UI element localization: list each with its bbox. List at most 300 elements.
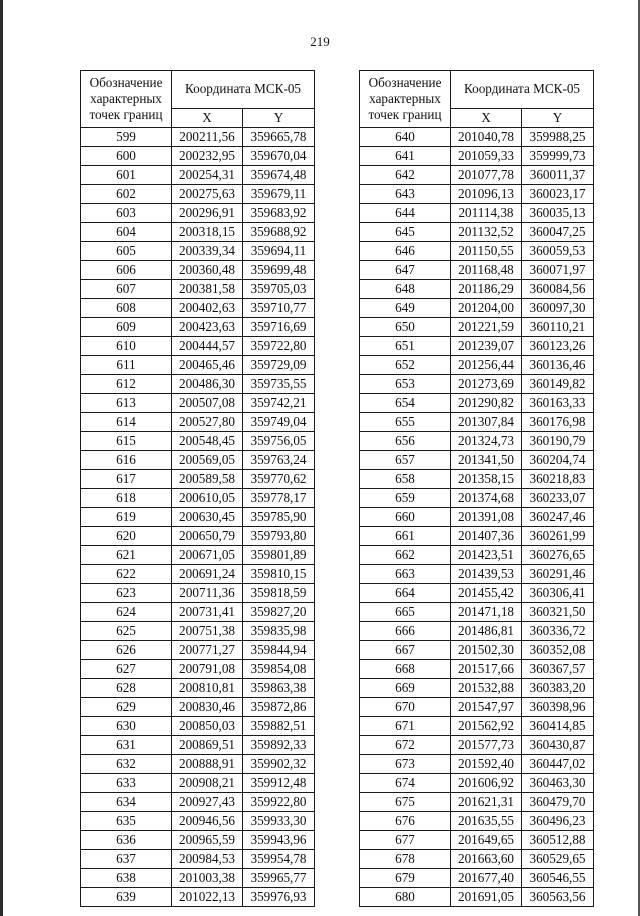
y-coordinate-cell: 359999,73 [522, 147, 594, 166]
table-row [360, 299, 594, 318]
y-coordinate-cell: 360071,97 [522, 261, 594, 280]
point-number-cell: 641 [360, 147, 451, 166]
point-number-cell: 664 [360, 584, 451, 603]
header-coordinate-label: Координата МСК-05 [172, 71, 315, 109]
table-row [81, 622, 315, 641]
x-coordinate-cell: 201621,31 [451, 793, 522, 812]
y-coordinate-cell: 360059,53 [522, 242, 594, 261]
y-coordinate-cell: 360097,30 [522, 299, 594, 318]
point-number-cell: 613 [81, 394, 172, 413]
point-number-cell: 622 [81, 565, 172, 584]
point-number-cell: 607 [81, 280, 172, 299]
y-coordinate-cell: 359801,89 [243, 546, 315, 565]
table-row [81, 261, 315, 280]
table-body-left [81, 128, 315, 907]
table-row [360, 603, 594, 622]
table-row [360, 736, 594, 755]
table-row [360, 356, 594, 375]
y-coordinate-cell: 360496,23 [522, 812, 594, 831]
x-coordinate-cell: 201391,08 [451, 508, 522, 527]
y-coordinate-cell: 360479,70 [522, 793, 594, 812]
x-coordinate-cell: 201439,53 [451, 565, 522, 584]
x-coordinate-cell: 200318,15 [172, 223, 243, 242]
point-number-cell: 679 [360, 869, 451, 888]
y-coordinate-cell: 360190,79 [522, 432, 594, 451]
y-coordinate-cell: 359954,78 [243, 850, 315, 869]
y-coordinate-cell: 360529,65 [522, 850, 594, 869]
point-number-cell: 653 [360, 375, 451, 394]
table-row [81, 698, 315, 717]
point-number-cell: 665 [360, 603, 451, 622]
x-coordinate-cell: 200771,27 [172, 641, 243, 660]
y-coordinate-cell: 360123,26 [522, 337, 594, 356]
y-coordinate-cell: 360383,20 [522, 679, 594, 698]
table-row [360, 774, 594, 793]
table-row [81, 204, 315, 223]
table-row [81, 147, 315, 166]
table-row [360, 793, 594, 812]
x-coordinate-cell: 200731,41 [172, 603, 243, 622]
y-coordinate-cell: 360512,88 [522, 831, 594, 850]
y-coordinate-cell: 360463,30 [522, 774, 594, 793]
point-number-cell: 638 [81, 869, 172, 888]
y-coordinate-cell: 359976,93 [243, 888, 315, 907]
page-number: 219 [310, 34, 330, 49]
table-row [81, 584, 315, 603]
table-row [81, 641, 315, 660]
table-row [81, 128, 315, 147]
point-number-cell: 618 [81, 489, 172, 508]
x-coordinate-cell: 201273,69 [451, 375, 522, 394]
table-row [360, 812, 594, 831]
point-number-cell: 617 [81, 470, 172, 489]
point-number-cell: 630 [81, 717, 172, 736]
x-coordinate-cell: 200444,57 [172, 337, 243, 356]
point-number-cell: 599 [81, 128, 172, 147]
x-coordinate-cell: 201455,42 [451, 584, 522, 603]
header-point-label: Обозначение характерных точек границ [81, 71, 172, 128]
point-number-cell: 671 [360, 717, 451, 736]
table-row [360, 185, 594, 204]
point-number-cell: 627 [81, 660, 172, 679]
point-number-cell: 639 [81, 888, 172, 907]
point-number-cell: 669 [360, 679, 451, 698]
table-row [81, 755, 315, 774]
x-coordinate-cell: 200569,05 [172, 451, 243, 470]
x-coordinate-cell: 201022,13 [172, 888, 243, 907]
table-row [81, 242, 315, 261]
y-coordinate-cell: 360136,46 [522, 356, 594, 375]
point-number-cell: 646 [360, 242, 451, 261]
point-number-cell: 654 [360, 394, 451, 413]
y-coordinate-cell: 359729,09 [243, 356, 315, 375]
point-number-cell: 605 [81, 242, 172, 261]
table-row [81, 185, 315, 204]
table-row [360, 470, 594, 489]
y-coordinate-cell: 360023,17 [522, 185, 594, 204]
x-coordinate-cell: 201341,50 [451, 451, 522, 470]
table-row [81, 508, 315, 527]
table-row [360, 261, 594, 280]
table-row [360, 204, 594, 223]
y-coordinate-cell: 360430,87 [522, 736, 594, 755]
y-coordinate-cell: 359872,86 [243, 698, 315, 717]
x-coordinate-cell: 200527,80 [172, 413, 243, 432]
x-coordinate-cell: 200984,53 [172, 850, 243, 869]
y-coordinate-cell: 359683,92 [243, 204, 315, 223]
table-row [360, 147, 594, 166]
table-row [360, 717, 594, 736]
y-coordinate-cell: 360414,85 [522, 717, 594, 736]
point-number-cell: 645 [360, 223, 451, 242]
y-coordinate-cell: 359722,80 [243, 337, 315, 356]
y-coordinate-cell: 360233,07 [522, 489, 594, 508]
point-number-cell: 660 [360, 508, 451, 527]
x-coordinate-cell: 201040,78 [451, 128, 522, 147]
scan-edge-left [0, 0, 3, 916]
point-number-cell: 604 [81, 223, 172, 242]
x-coordinate-cell: 200691,24 [172, 565, 243, 584]
point-number-cell: 621 [81, 546, 172, 565]
table-row [81, 774, 315, 793]
x-coordinate-cell: 200610,05 [172, 489, 243, 508]
point-number-cell: 615 [81, 432, 172, 451]
table-row [360, 508, 594, 527]
point-number-cell: 623 [81, 584, 172, 603]
point-number-cell: 662 [360, 546, 451, 565]
y-coordinate-cell: 360247,46 [522, 508, 594, 527]
x-coordinate-cell: 201502,30 [451, 641, 522, 660]
table-row [360, 565, 594, 584]
point-number-cell: 637 [81, 850, 172, 869]
point-number-cell: 620 [81, 527, 172, 546]
y-coordinate-cell: 359670,04 [243, 147, 315, 166]
y-coordinate-cell: 359818,59 [243, 584, 315, 603]
y-coordinate-cell: 359763,24 [243, 451, 315, 470]
x-coordinate-cell: 200830,46 [172, 698, 243, 717]
table-row [81, 489, 315, 508]
y-coordinate-cell: 360367,57 [522, 660, 594, 679]
table-row [360, 679, 594, 698]
point-number-cell: 656 [360, 432, 451, 451]
table-row [81, 850, 315, 869]
point-number-cell: 631 [81, 736, 172, 755]
x-coordinate-cell: 200423,63 [172, 318, 243, 337]
x-coordinate-cell: 201547,97 [451, 698, 522, 717]
point-number-cell: 655 [360, 413, 451, 432]
point-number-cell: 651 [360, 337, 451, 356]
table-row [81, 869, 315, 888]
table-row [360, 128, 594, 147]
table-row [81, 280, 315, 299]
y-coordinate-cell: 359854,08 [243, 660, 315, 679]
y-coordinate-cell: 359902,32 [243, 755, 315, 774]
y-coordinate-cell: 359665,78 [243, 128, 315, 147]
table-row [81, 432, 315, 451]
x-coordinate-cell: 200465,46 [172, 356, 243, 375]
point-number-cell: 611 [81, 356, 172, 375]
table-row [360, 394, 594, 413]
x-coordinate-cell: 201077,78 [451, 166, 522, 185]
y-coordinate-cell: 359785,90 [243, 508, 315, 527]
x-coordinate-cell: 200850,03 [172, 717, 243, 736]
point-number-cell: 657 [360, 451, 451, 470]
y-coordinate-cell: 359710,77 [243, 299, 315, 318]
point-number-cell: 678 [360, 850, 451, 869]
y-coordinate-cell: 359810,15 [243, 565, 315, 584]
point-number-cell: 636 [81, 831, 172, 850]
point-number-cell: 632 [81, 755, 172, 774]
y-coordinate-cell: 360261,99 [522, 527, 594, 546]
x-coordinate-cell: 201423,51 [451, 546, 522, 565]
y-coordinate-cell: 359844,94 [243, 641, 315, 660]
point-number-cell: 635 [81, 812, 172, 831]
x-coordinate-cell: 200507,08 [172, 394, 243, 413]
table-row [81, 223, 315, 242]
y-coordinate-cell: 359679,11 [243, 185, 315, 204]
x-coordinate-cell: 200254,31 [172, 166, 243, 185]
x-coordinate-cell: 200908,21 [172, 774, 243, 793]
y-coordinate-cell: 359778,17 [243, 489, 315, 508]
table-row [360, 242, 594, 261]
point-number-cell: 643 [360, 185, 451, 204]
point-number-cell: 642 [360, 166, 451, 185]
point-number-cell: 609 [81, 318, 172, 337]
x-coordinate-cell: 201059,33 [451, 147, 522, 166]
x-coordinate-cell: 201204,00 [451, 299, 522, 318]
x-coordinate-cell: 200360,48 [172, 261, 243, 280]
x-coordinate-cell: 200339,34 [172, 242, 243, 261]
table-row [360, 546, 594, 565]
table-row [81, 337, 315, 356]
y-coordinate-cell: 359943,96 [243, 831, 315, 850]
table-row [81, 717, 315, 736]
y-coordinate-cell: 360276,65 [522, 546, 594, 565]
x-coordinate-cell: 201168,48 [451, 261, 522, 280]
y-coordinate-cell: 359716,69 [243, 318, 315, 337]
table-row [360, 831, 594, 850]
table-row [81, 375, 315, 394]
y-coordinate-cell: 360306,41 [522, 584, 594, 603]
y-coordinate-cell: 359735,55 [243, 375, 315, 394]
table-row [360, 432, 594, 451]
table-row [360, 660, 594, 679]
y-coordinate-cell: 359827,20 [243, 603, 315, 622]
y-coordinate-cell: 360011,37 [522, 166, 594, 185]
point-number-cell: 602 [81, 185, 172, 204]
point-number-cell: 670 [360, 698, 451, 717]
x-coordinate-cell: 200548,45 [172, 432, 243, 451]
point-number-cell: 680 [360, 888, 451, 907]
y-coordinate-cell: 360321,50 [522, 603, 594, 622]
x-coordinate-cell: 200965,59 [172, 831, 243, 850]
x-coordinate-cell: 201096,13 [451, 185, 522, 204]
x-coordinate-cell: 200630,45 [172, 508, 243, 527]
y-coordinate-cell: 360149,82 [522, 375, 594, 394]
x-coordinate-cell: 201407,36 [451, 527, 522, 546]
x-coordinate-cell: 201239,07 [451, 337, 522, 356]
x-coordinate-cell: 201307,84 [451, 413, 522, 432]
header-x-label: X [451, 108, 522, 127]
header-y-label: Y [522, 108, 594, 127]
y-coordinate-cell: 360163,33 [522, 394, 594, 413]
point-number-cell: 650 [360, 318, 451, 337]
table-row [360, 166, 594, 185]
x-coordinate-cell: 201114,38 [451, 204, 522, 223]
table-row [360, 622, 594, 641]
point-number-cell: 612 [81, 375, 172, 394]
point-number-cell: 633 [81, 774, 172, 793]
y-coordinate-cell: 359882,51 [243, 717, 315, 736]
y-coordinate-cell: 360035,13 [522, 204, 594, 223]
table-row [81, 565, 315, 584]
table-row [360, 850, 594, 869]
x-coordinate-cell: 200810,81 [172, 679, 243, 698]
table-row [81, 470, 315, 489]
x-coordinate-cell: 201374,68 [451, 489, 522, 508]
x-coordinate-cell: 201577,73 [451, 736, 522, 755]
point-number-cell: 640 [360, 128, 451, 147]
x-coordinate-cell: 201486,81 [451, 622, 522, 641]
x-coordinate-cell: 200751,38 [172, 622, 243, 641]
x-coordinate-cell: 200888,91 [172, 755, 243, 774]
coordinates-table-left [80, 70, 315, 907]
y-coordinate-cell: 359933,30 [243, 812, 315, 831]
point-number-cell: 626 [81, 641, 172, 660]
x-coordinate-cell: 201663,60 [451, 850, 522, 869]
y-coordinate-cell: 359694,11 [243, 242, 315, 261]
x-coordinate-cell: 201532,88 [451, 679, 522, 698]
y-coordinate-cell: 359770,62 [243, 470, 315, 489]
table-row [81, 394, 315, 413]
table-row [81, 318, 315, 337]
x-coordinate-cell: 200211,56 [172, 128, 243, 147]
y-coordinate-cell: 359912,48 [243, 774, 315, 793]
table-row [360, 698, 594, 717]
point-number-cell: 652 [360, 356, 451, 375]
x-coordinate-cell: 201606,92 [451, 774, 522, 793]
point-number-cell: 658 [360, 470, 451, 489]
table-row [360, 413, 594, 432]
table-row [360, 337, 594, 356]
x-coordinate-cell: 201290,82 [451, 394, 522, 413]
x-coordinate-cell: 200275,63 [172, 185, 243, 204]
point-number-cell: 624 [81, 603, 172, 622]
x-coordinate-cell: 201471,18 [451, 603, 522, 622]
x-coordinate-cell: 201186,29 [451, 280, 522, 299]
table-row [81, 679, 315, 698]
table-row [81, 736, 315, 755]
x-coordinate-cell: 201592,40 [451, 755, 522, 774]
point-number-cell: 634 [81, 793, 172, 812]
x-coordinate-cell: 201677,40 [451, 869, 522, 888]
y-coordinate-cell: 360047,25 [522, 223, 594, 242]
y-coordinate-cell: 359688,92 [243, 223, 315, 242]
x-coordinate-cell: 201635,55 [451, 812, 522, 831]
point-number-cell: 659 [360, 489, 451, 508]
table-row [360, 641, 594, 660]
header-x-label: X [172, 108, 243, 127]
x-coordinate-cell: 200791,08 [172, 660, 243, 679]
point-number-cell: 600 [81, 147, 172, 166]
point-number-cell: 610 [81, 337, 172, 356]
x-coordinate-cell: 200296,91 [172, 204, 243, 223]
table-row [81, 831, 315, 850]
table-row [81, 451, 315, 470]
y-coordinate-cell: 359756,05 [243, 432, 315, 451]
table-row [81, 413, 315, 432]
table-row [81, 356, 315, 375]
y-coordinate-cell: 359988,25 [522, 128, 594, 147]
point-number-cell: 672 [360, 736, 451, 755]
table-row [81, 660, 315, 679]
table-row [360, 375, 594, 394]
point-number-cell: 668 [360, 660, 451, 679]
y-coordinate-cell: 360204,74 [522, 451, 594, 470]
point-number-cell: 603 [81, 204, 172, 223]
point-number-cell: 619 [81, 508, 172, 527]
header-coordinate-label: Координата МСК-05 [451, 71, 594, 109]
y-coordinate-cell: 360447,02 [522, 755, 594, 774]
y-coordinate-cell: 359892,33 [243, 736, 315, 755]
point-number-cell: 601 [81, 166, 172, 185]
point-number-cell: 616 [81, 451, 172, 470]
y-coordinate-cell: 360110,21 [522, 318, 594, 337]
header-y-label: Y [243, 108, 315, 127]
x-coordinate-cell: 200650,79 [172, 527, 243, 546]
x-coordinate-cell: 201324,73 [451, 432, 522, 451]
table-row [360, 489, 594, 508]
table-row [81, 793, 315, 812]
table-row [360, 527, 594, 546]
x-coordinate-cell: 200711,36 [172, 584, 243, 603]
y-coordinate-cell: 359922,80 [243, 793, 315, 812]
table-row [360, 755, 594, 774]
point-number-cell: 628 [81, 679, 172, 698]
y-coordinate-cell: 360563,56 [522, 888, 594, 907]
point-number-cell: 608 [81, 299, 172, 318]
point-number-cell: 676 [360, 812, 451, 831]
x-coordinate-cell: 200927,43 [172, 793, 243, 812]
point-number-cell: 648 [360, 280, 451, 299]
point-number-cell: 674 [360, 774, 451, 793]
table-row [360, 869, 594, 888]
point-number-cell: 625 [81, 622, 172, 641]
point-number-cell: 606 [81, 261, 172, 280]
point-number-cell: 629 [81, 698, 172, 717]
y-coordinate-cell: 360176,98 [522, 413, 594, 432]
y-coordinate-cell: 360218,83 [522, 470, 594, 489]
x-coordinate-cell: 201691,05 [451, 888, 522, 907]
x-coordinate-cell: 200671,05 [172, 546, 243, 565]
coordinates-table-right [359, 70, 594, 907]
x-coordinate-cell: 200589,58 [172, 470, 243, 489]
point-number-cell: 644 [360, 204, 451, 223]
table-row [81, 603, 315, 622]
table-row [81, 546, 315, 565]
table-row [360, 888, 594, 907]
x-coordinate-cell: 200232,95 [172, 147, 243, 166]
y-coordinate-cell: 360352,08 [522, 641, 594, 660]
y-coordinate-cell: 359965,77 [243, 869, 315, 888]
point-number-cell: 647 [360, 261, 451, 280]
y-coordinate-cell: 360291,46 [522, 565, 594, 584]
point-number-cell: 661 [360, 527, 451, 546]
y-coordinate-cell: 359674,48 [243, 166, 315, 185]
y-coordinate-cell: 359793,80 [243, 527, 315, 546]
table-row [81, 166, 315, 185]
table-row [360, 280, 594, 299]
